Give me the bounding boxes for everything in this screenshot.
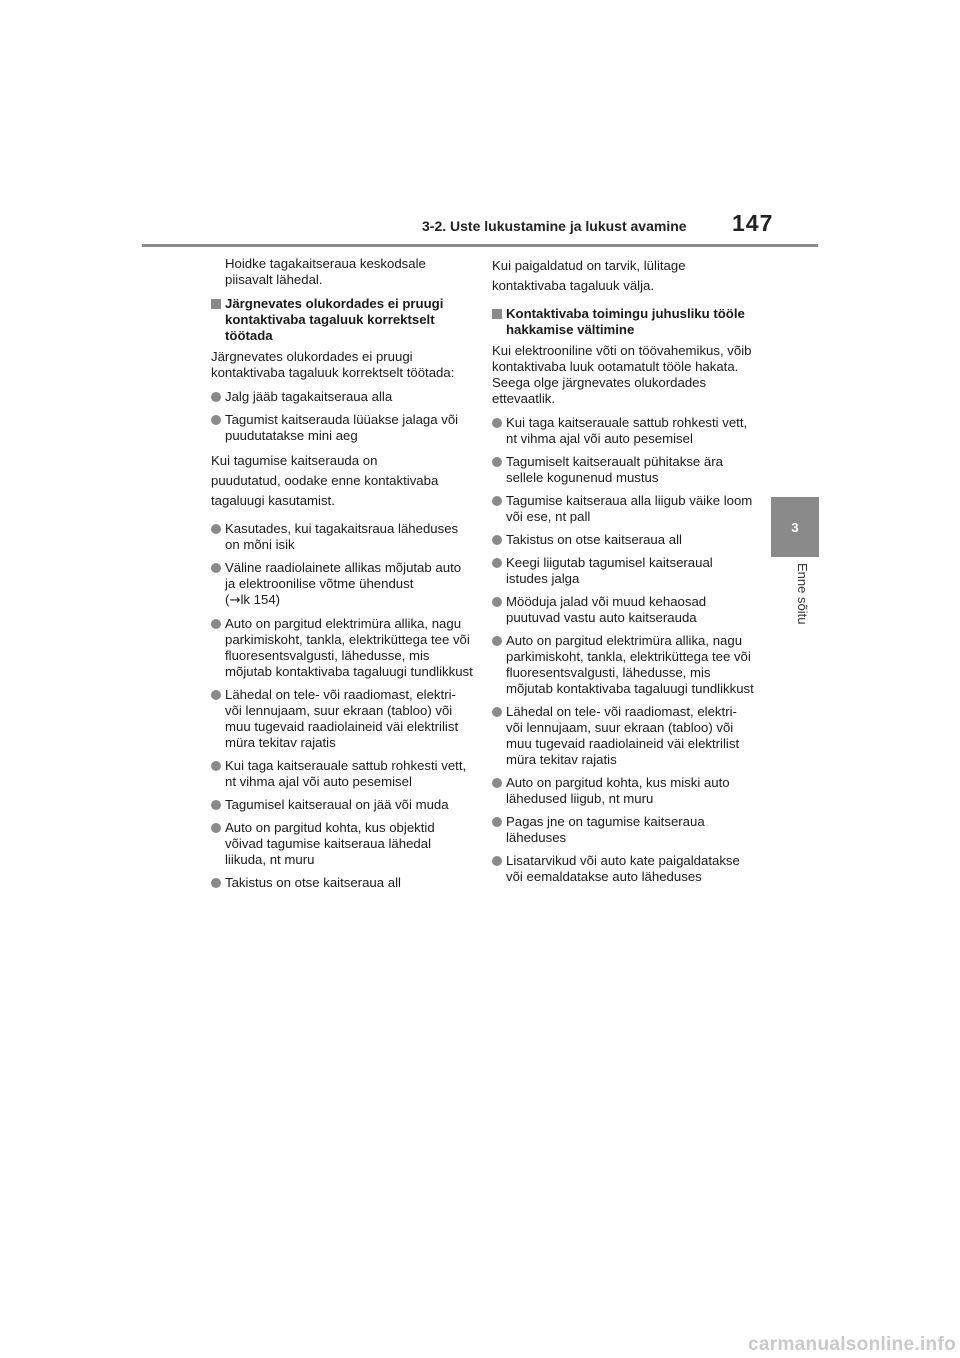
list-item [492,775,754,807]
circle-bullet-icon [211,761,221,771]
chapter-number: 3 [791,519,799,535]
list-item [211,616,473,680]
list-item-text: Pagas jne on tagumise kaitseraua läheduses [506,814,705,845]
list-item [492,853,754,885]
header-rule [142,244,818,247]
circle-bullet-icon [211,524,221,534]
intro-paragraph: Kui elektrooniline võti on töövahemikus, võib kontaktivaba luuk ootamatult tööle hakata. Seega olge järgnevates olukordades ettevaatlik. [492,343,752,406]
list-item-text: Kui taga kaitserauale sattub rohkesti vett, nt vihma ajal või auto pesemisel [506,415,748,446]
heading-text: Järgnevates olukordades ei pruugi kontaktivaba tagaluuk korrektselt töötada [225,296,444,343]
list-item [492,415,754,447]
list-item [211,687,473,751]
circle-bullet-icon [211,392,221,402]
list-item [492,493,754,525]
list-item-text: Auto on pargitud elektrimüra allika, nagu parkimiskoht, tankla, elektriküttega tee või fluoresentsvalgusti, lähedusse, mis mõjutab kontaktivaba tagaluugi tundlikkust [225,616,473,679]
section-title: 3-2. Uste lukustamine ja lukust avamine [422,218,687,234]
heading-text: Kontaktivaba toimingu juhusliku tööle hakkamise vältimine [506,306,745,337]
list-item-text: Tagumist kaitserauda lüüakse jalaga või puudutatakse mini aeg [225,412,459,443]
list-item-text: Jalg jääb tagakaitseraua alla [225,389,393,404]
list-item [211,521,473,553]
list-item [492,454,754,486]
right-column [492,256,754,892]
list-item-text: Takistus on otse kaitseraua all [506,532,682,547]
plain-line: Kui tagumise kaitserauda on [211,453,378,468]
list-item-text: Auto on pargitud kohta, kus miski auto lähedused liigub, nt muru [506,775,730,806]
list-item [211,797,473,813]
list-item: Väline raadiolainete allikas mõjutab auto ja elektroonilise võtme ühendust (→lk 154) [211,560,473,609]
list-item-text: Tagumise kaitseraua alla liigub väike loom või ese, nt pall [506,493,753,524]
list-item [211,820,473,868]
circle-bullet-icon [492,535,502,545]
page-reference-link[interactable]: lk 154 [240,592,276,607]
list-item [492,594,754,626]
list-item-text: Takistus on otse kaitseraua all [225,875,401,890]
list-item [492,555,754,587]
intro-paragraph: Järgnevates olukordades ei pruugi kontaktivaba tagaluuk korrektselt töötada: [211,349,455,380]
square-bullet-icon [211,299,221,309]
circle-bullet-icon [492,856,502,866]
circle-bullet-icon [492,418,502,428]
list-item [211,389,473,405]
list-item-text: Auto on pargitud kohta, kus objektid võivad tagumise kaitseraua lähedal liikuda, nt muru [225,820,435,867]
list-item-text: Auto on pargitud elektrimüra allika, nagu parkimiskoht, tankla, elektriküttega tee või fluoresentsvalgusti, lähedusse, mis mõjutab kontaktivaba tagaluugi tundlikkust [506,633,754,696]
list-item-text: Lisatarvikud või auto kate paigaldatakse või eemaldatakse auto läheduses [506,853,740,884]
list-item-text: Tagumisel kaitseraual on jää või muda [225,797,449,812]
list-item [492,532,754,548]
circle-bullet-icon [211,690,221,700]
circle-bullet-icon [492,636,502,646]
circle-bullet-icon [211,800,221,810]
plain-line: puudutatud, oodake enne kontaktivaba [211,473,439,488]
circle-bullet-icon [492,558,502,568]
circle-bullet-icon [211,878,221,888]
square-bullet-icon [492,309,502,319]
list-item-text: Lähedal on tele- või raadiomast, elektri- või lennujaam, suur ekraan (tabloo) või muu tugevaid raadiolaineid väi elektrilist müra tekitav rajatis [225,687,459,750]
circle-bullet-icon [492,817,502,827]
plain-line: kontaktivaba tagaluuk välja. [492,278,655,293]
list-item [492,633,754,697]
list-item-text: Väline raadiolainete allikas mõjutab auto ja elektroonilise võtme ühendust [225,560,462,591]
plain-line: Kui paigaldatud on tarvik, lülitage [492,258,686,273]
circle-bullet-icon [211,415,221,425]
chapter-tab [771,497,819,557]
list-item [211,758,473,790]
section-heading [211,296,473,344]
section-heading [492,306,754,338]
list-item-text: Keegi liigutab tagumisel kaitseraual istudes jalga [506,555,713,586]
list-item [211,875,473,891]
chapter-title: Enne sõitu [795,563,810,625]
list-item [492,814,754,846]
circle-bullet-icon [492,457,502,467]
circle-bullet-icon [211,823,221,833]
circle-bullet-icon [211,563,221,573]
list-item-text: Mööduja jalad või muud kehaosad puutuvad vastu auto kaitserauda [506,594,707,625]
watermark: carmanualsonline.info [748,1334,956,1355]
circle-bullet-icon [492,778,502,788]
list-item-text: Kui taga kaitserauale sattub rohkesti vett, nt vihma ajal või auto pesemisel [225,758,467,789]
continued-text: Hoidke tagakaitseraua keskodsale piisavalt lähedal. [225,256,426,287]
circle-bullet-icon [211,619,221,629]
list-item [492,704,754,768]
page-number: 147 [732,210,774,236]
list-item-text: Lähedal on tele- või raadiomast, elektri- või lennujaam, suur ekraan (tabloo) või muu tugevaid raadiolaineid väi elektrilist müra tekitav rajatis [506,704,740,767]
circle-bullet-icon [492,496,502,506]
list-item-text: Tagumiselt kaitseraualt pühitakse ära sellele kogunenud mustus [506,454,723,485]
left-column [211,256,473,898]
arrow-right-icon: → [229,593,241,608]
plain-line: tagaluugi kasutamist. [211,493,335,508]
circle-bullet-icon [492,597,502,607]
list-item [211,412,473,444]
circle-bullet-icon [492,707,502,717]
list-item-text: Kasutades, kui tagakaitsraua läheduses on mõni isik [225,521,459,552]
